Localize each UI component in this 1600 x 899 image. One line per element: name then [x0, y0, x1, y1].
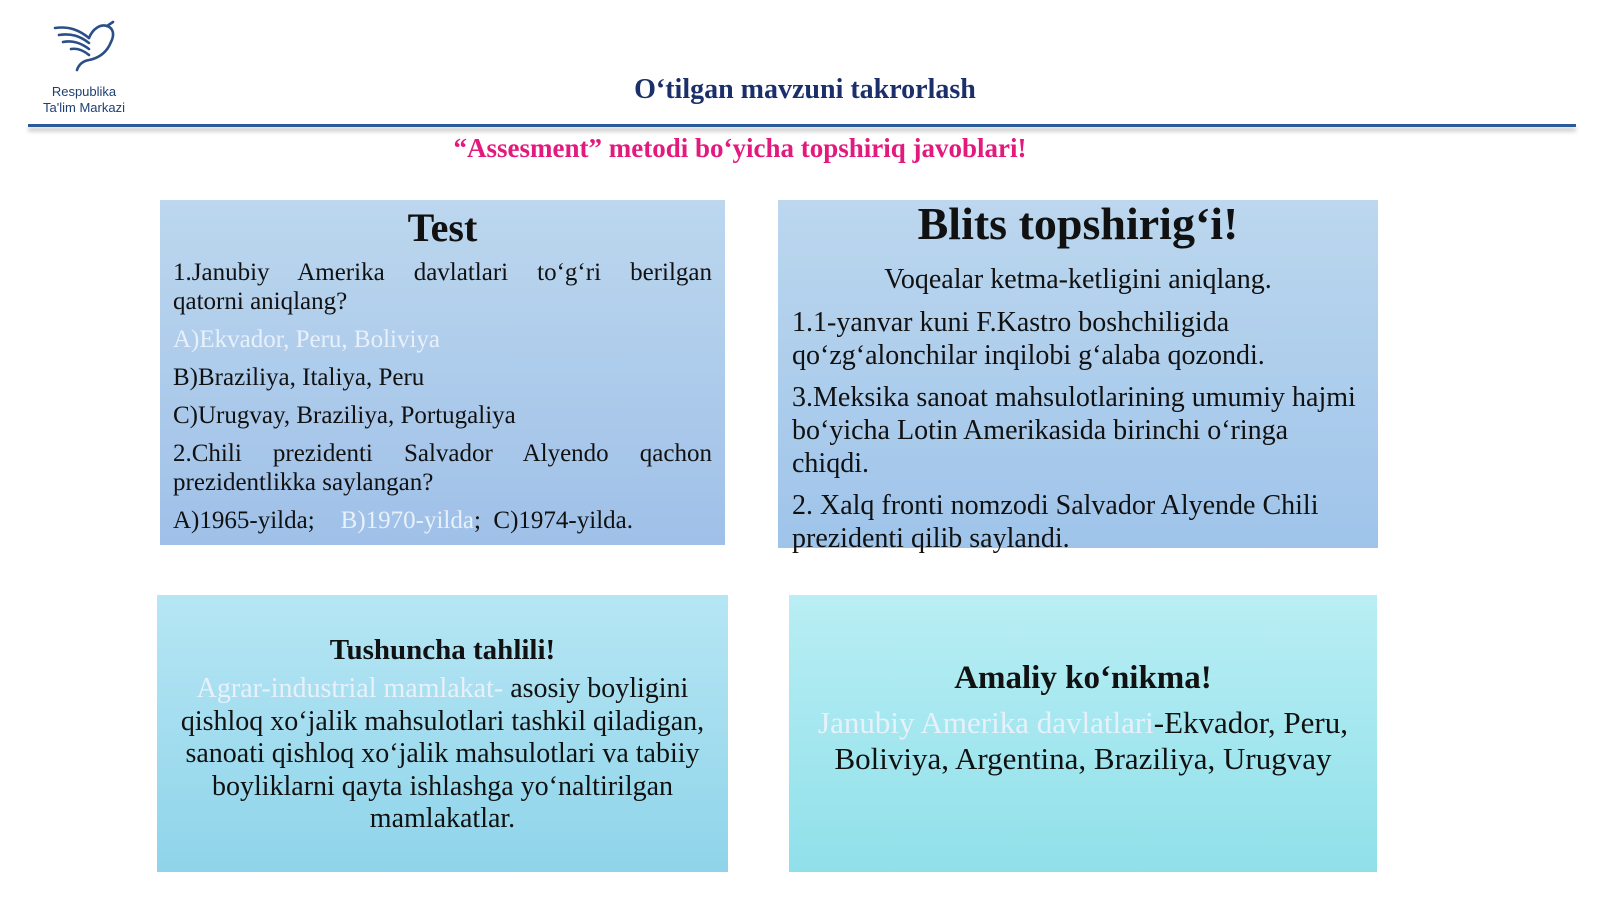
- header-divider: [28, 124, 1576, 127]
- logo: [32, 18, 136, 116]
- tushuncha-term: Agrar-industrial mamlakat-: [196, 673, 504, 704]
- amaliy-text: [803, 705, 1363, 777]
- page-subtitle: “Assesment” metodi bo‘yicha topshiriq javoblari!: [453, 133, 1027, 163]
- question-2-line-2: prezidentlikka saylangan?: [173, 469, 434, 496]
- test-q1-option-c: C)Urugvay, Braziliya, Portugaliya: [173, 402, 516, 429]
- test-q2-option-c: C)1974-yilda.: [493, 507, 633, 534]
- blits-item-1: 1.1-yanvar kuni F.Kastro boshchiligida qo‘zg‘alonchilar inqilobi g‘alaba qozondi.: [792, 307, 1265, 371]
- logo-line-1: Respublika: [51, 84, 117, 99]
- test-heading: Test: [407, 205, 478, 250]
- test-q2-options: [173, 506, 712, 535]
- logo-line-2: Ta'lim Markazi: [43, 100, 125, 115]
- amaliy-heading: Amaliy ko‘nikma!: [954, 660, 1212, 696]
- blits-intro: Voqealar ketma-ketligini aniqlang.: [884, 264, 1272, 295]
- question-1-line-1: 1.Janubiy Amerika davlatlari to‘g‘ri berilgan: [173, 259, 712, 286]
- blits-item-2: 3.Meksika sanoat mahsulotlarining umumiy hajmi bo‘yicha Lotin Amerikasida birinchi o‘ringa chiqdi.: [792, 382, 1356, 479]
- amaliy-panel: [789, 595, 1377, 872]
- amaliy-answer: -Ekvador, Peru, Boliviya, Argentina, Braziliya, Urugvay: [834, 705, 1348, 776]
- test-q2-option-b: B)1970-yilda: [340, 507, 474, 534]
- amaliy-term: Janubiy Amerika davlatlari: [818, 705, 1154, 740]
- dove-logo-icon: [49, 18, 119, 74]
- tushuncha-text: [171, 673, 714, 836]
- logo-text: [32, 84, 136, 116]
- blits-item-3: 2. Xalq fronti nomzodi Salvador Alyende Chili prezidenti qilib saylandi.: [792, 490, 1319, 554]
- question-2-line-1: 2.Chili prezidenti Salvador Alyendo qachon: [173, 440, 712, 467]
- test-q1-option-a: A)Ekvador, Peru, Boliviya: [173, 326, 441, 353]
- test-panel: [160, 200, 725, 545]
- blits-heading: Blits topshirig‘i!: [917, 198, 1239, 249]
- test-question-1: [173, 258, 712, 316]
- test-q2-separator: ;: [473, 507, 481, 534]
- question-1-line-2: qatorni aniqlang?: [173, 288, 348, 315]
- test-q1-option-b: B)Braziliya, Italiya, Peru: [173, 364, 425, 391]
- blits-panel: [778, 198, 1378, 554]
- test-question-2: [173, 439, 712, 497]
- page-title: O‘tilgan mavzuni takrorlash: [634, 74, 976, 105]
- test-q2-option-a: A)1965-yilda;: [173, 507, 315, 534]
- tushuncha-panel: [157, 595, 728, 872]
- tushuncha-heading: Tushuncha tahlili!: [329, 634, 556, 666]
- tushuncha-definition: asosiy boyligini qishloq xo‘jalik mahsulotlari tashkil qiladigan, sanoati qishloq xo‘jalik mahsulotlari va tabiiy boyliklarni qayta ishlashga yo‘naltirilgan mamlakatlar.: [180, 673, 705, 834]
